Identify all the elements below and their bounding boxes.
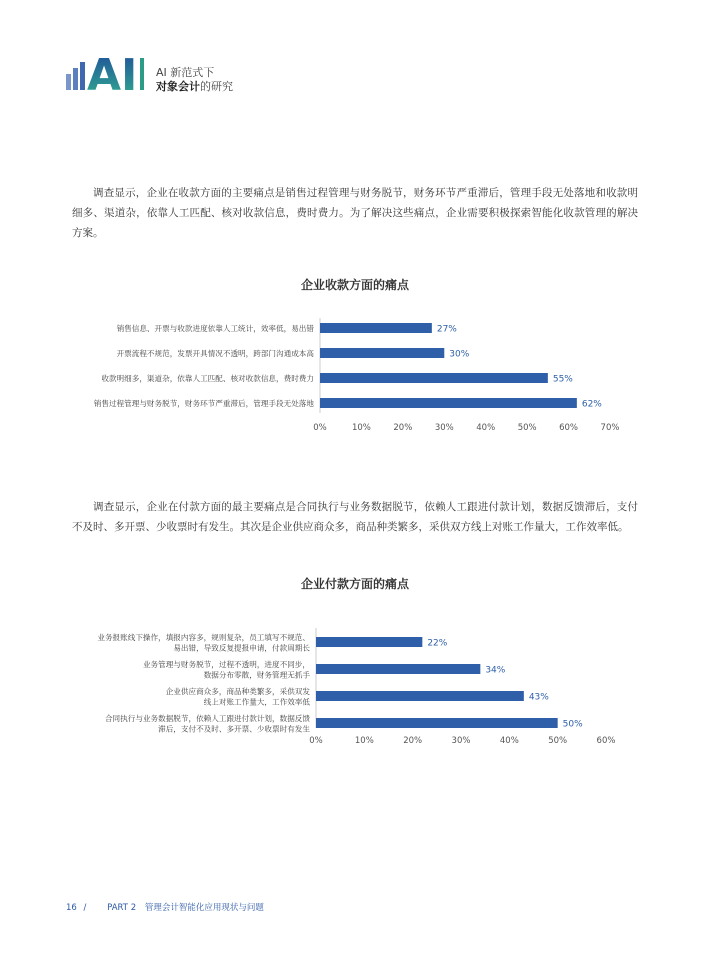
chart1 bbox=[0, 305, 710, 455]
footer-separator: / bbox=[83, 903, 87, 913]
category-label-1-1: 数据分布零散，财务管理无抓手 bbox=[203, 670, 310, 680]
x-tick-label-6: 60% bbox=[559, 423, 579, 433]
value-label-0: 22% bbox=[427, 638, 448, 649]
value-label-3: 62% bbox=[581, 399, 602, 410]
x-tick-label-4: 40% bbox=[476, 423, 496, 433]
ai-logo bbox=[62, 44, 152, 94]
bar-3 bbox=[320, 398, 577, 408]
x-tick-label-3: 30% bbox=[434, 423, 454, 433]
category-label-1-0: 开票流程不规范，发票开具情况不透明，跨部门沟通成本高 bbox=[116, 349, 314, 358]
brand-line2-bold: 对象会计 bbox=[156, 80, 200, 93]
paragraph-2: 调查显示，企业在付款方面的最主要痛点是合同执行与业务数据脱节，依赖人工跟进付款计划，数据反馈滞后，支付不及时、多开票、少收票时有发生。其次是企业供应商众多，商品种类繁多，采供双方线上对账工作量大，工作效率低。 bbox=[72, 501, 638, 533]
footer bbox=[66, 901, 264, 913]
x-tick-label-2: 20% bbox=[403, 736, 423, 746]
x-tick-label-1: 10% bbox=[351, 423, 371, 433]
brand-line1: AI 新范式下 bbox=[156, 66, 215, 79]
x-tick-label-7: 70% bbox=[600, 423, 620, 433]
page-number: 16 bbox=[66, 903, 77, 913]
x-tick-label-3: 30% bbox=[451, 736, 471, 746]
bar-2 bbox=[316, 691, 524, 701]
x-tick-label-0: 0% bbox=[313, 423, 327, 433]
chart2-title: 企业付款方面的痛点 bbox=[300, 577, 409, 591]
chart1-title: 企业收款方面的痛点 bbox=[300, 278, 409, 292]
bar-3 bbox=[316, 718, 558, 728]
brand-line2-rest: 的研究 bbox=[200, 80, 233, 93]
bar-2 bbox=[320, 373, 548, 383]
value-label-2: 55% bbox=[552, 374, 573, 385]
bar-0 bbox=[320, 323, 432, 333]
value-label-1: 30% bbox=[449, 349, 470, 360]
bar-1 bbox=[316, 664, 480, 674]
brand-title bbox=[156, 66, 233, 94]
x-tick-label-6: 60% bbox=[596, 736, 616, 746]
value-label-1: 34% bbox=[485, 665, 506, 676]
category-label-2-0: 企业供应商众多，商品种类繁多，采供双发 bbox=[165, 686, 310, 696]
x-tick-label-2: 20% bbox=[393, 423, 413, 433]
category-label-2-1: 线上对账工作量大，工作效率低 bbox=[203, 697, 310, 707]
category-label-2-0: 收款明细多，渠道杂，依靠人工匹配、核对收款信息，费时费力 bbox=[101, 374, 314, 383]
x-tick-label-1: 10% bbox=[354, 736, 374, 746]
footer-section: 管理会计智能化应用现状与问题 bbox=[144, 903, 264, 913]
category-label-1-0: 业务管理与财务脱节，过程不透明，进度不同步， bbox=[142, 659, 310, 669]
category-label-3-0: 合同执行与业务数据脱节，依赖人工跟进付款计划，数据反馈 bbox=[104, 713, 310, 723]
chart2 bbox=[0, 610, 710, 760]
x-tick-label-5: 50% bbox=[548, 736, 568, 746]
x-tick-label-5: 50% bbox=[517, 423, 537, 433]
x-tick-label-4: 40% bbox=[499, 736, 519, 746]
footer-part: PART 2 bbox=[107, 903, 137, 913]
category-label-0-0: 业务报账线下操作，填报内容多，规则复杂，员工填写不规范、 bbox=[97, 632, 310, 642]
value-label-3: 50% bbox=[562, 719, 583, 730]
value-label-2: 43% bbox=[528, 692, 549, 703]
bar-0 bbox=[316, 637, 422, 647]
category-label-3-1: 滞后，支付不及时、多开票、少收票时有发生 bbox=[158, 724, 310, 734]
paragraph-1: 调查显示，企业在收款方面的主要痛点是销售过程管理与财务脱节，财务环节严重滞后，管理手段无处落地和收款明细多、渠道杂，依靠人工匹配、核对收款信息，费时费力。为了解决这些痛点，企业需要积极探索智能化收款管理的解决方案。 bbox=[72, 187, 638, 239]
x-tick-label-0: 0% bbox=[309, 736, 323, 746]
value-label-0: 27% bbox=[436, 324, 457, 335]
logo-text: AI bbox=[87, 50, 138, 94]
bar-1 bbox=[320, 348, 444, 358]
category-label-0-0: 销售信息、开票与收款进度依靠人工统计，效率低，易出错 bbox=[116, 324, 314, 333]
category-label-0-1: 易出错，导致反复提报申请，付款周期长 bbox=[173, 643, 310, 653]
brand-line2 bbox=[156, 80, 233, 94]
category-label-3-0: 销售过程管理与财务脱节，财务环节严重滞后，管理手段无处落地 bbox=[93, 399, 314, 408]
